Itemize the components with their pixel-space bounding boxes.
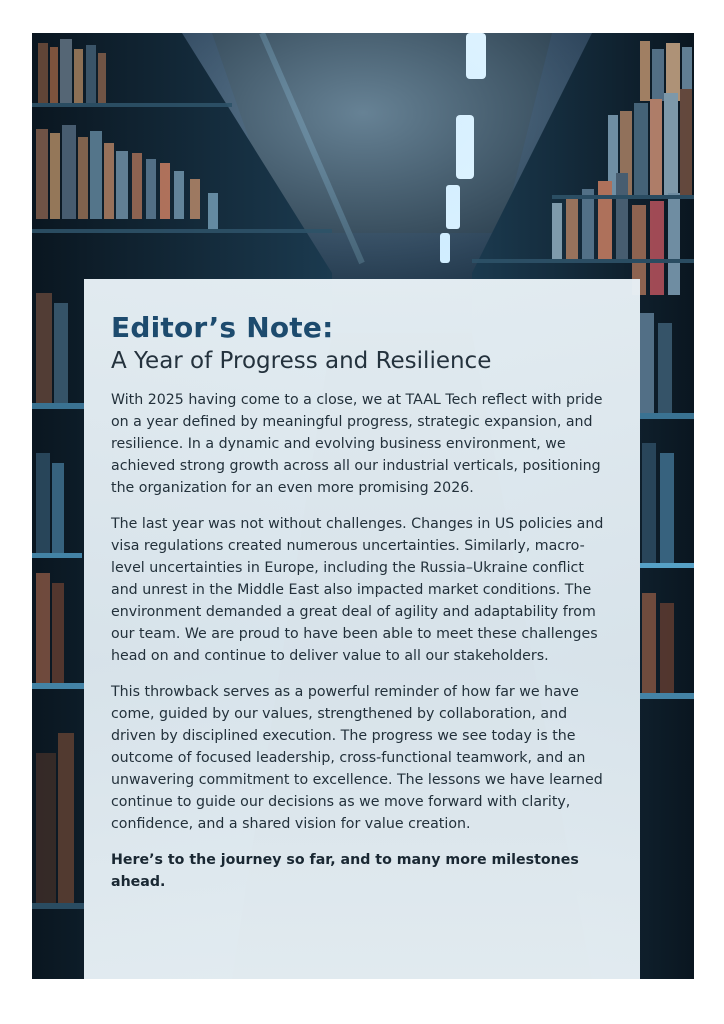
editor-note-closing: Here’s to the journey so far, and to many more milestones ahead. (111, 852, 579, 890)
editor-note-paragraph-3: This throwback serves as a powerful reminder of how far we have come, guided by our values, strengthened by collaboration, and driven by disciplined execution. The progress we see today is the outcome of focused leadership, cross-functional teamwork, and an unwavering commitment to excellence. The lessons we have learned continue to guide our decisions as we move forward with clarity, confidence, and a shared vision for value creation. (111, 684, 603, 832)
editor-note-subtitle: A Year of Progress and Resilience (111, 348, 492, 374)
editor-note-paragraph-1: With 2025 having come to a close, we at TAAL Tech reflect with pride on a year defined by meaningful progress, strategic expansion, and resilience. In a dynamic and evolving business environment, we achieved strong growth across all our industrial verticals, positioning the organization for an even more promising 2026. (111, 392, 603, 496)
editor-note-paragraph-2: The last year was not without challenges. Changes in US policies and visa regulations created numerous uncertainties. Similarly, macro-level uncertainties in Europe, including the Russia–Ukraine conflict and unrest in the Middle East also impacted market conditions. The environment demanded a great deal of agility and adaptability from our team. We are proud to have been able to meet these challenges head on and continue to deliver value to all our stakeholders. (111, 516, 604, 664)
editor-note-title: Editor’s Note: (111, 311, 334, 344)
editor-note-card (84, 279, 640, 979)
